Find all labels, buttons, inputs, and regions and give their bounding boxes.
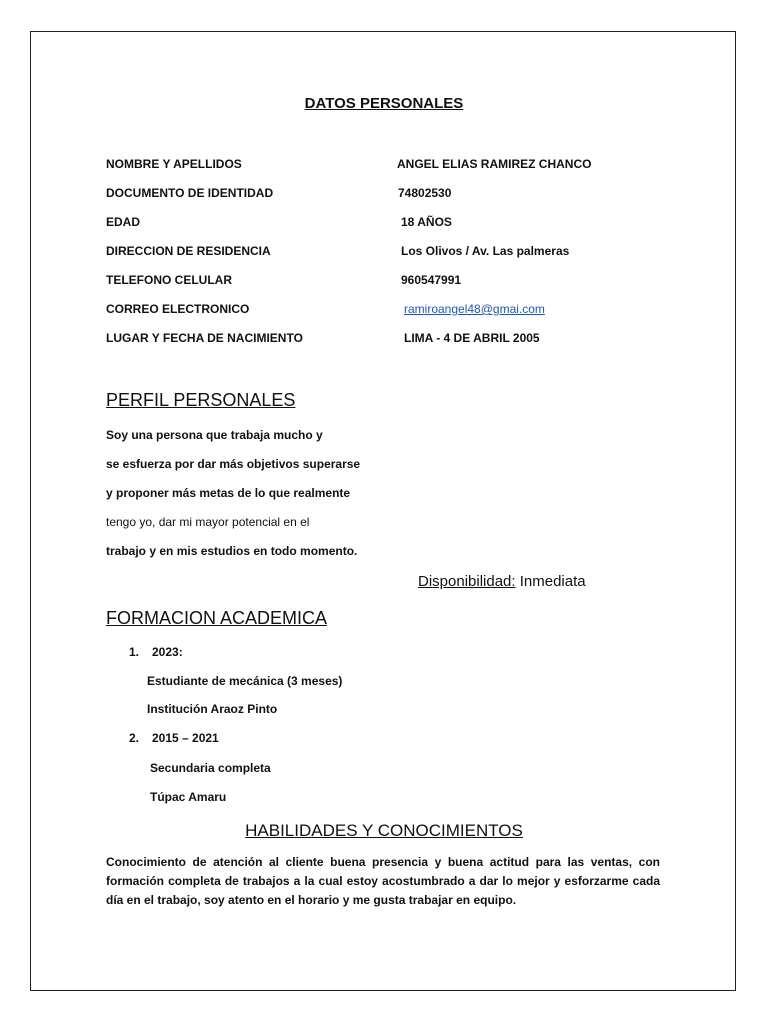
label-birth: LUGAR Y FECHA DE NACIMIENTO [106,331,303,345]
education-item-institution: Túpac Amaru [150,790,227,804]
education-item-institution: Institución Araoz Pinto [147,702,278,716]
label-id-document: DOCUMENTO DE IDENTIDAD [106,186,274,200]
profile-line: trabajo y en mis estudios en todo momento. [106,544,358,558]
education-item-year: 2023: [152,645,183,659]
profile-line: tengo yo, dar mi mayor potencial en el [106,515,310,529]
profile-line: Soy una persona que trabaja mucho y [106,428,323,442]
section-title-profile: PERFIL PERSONALES [106,390,296,410]
education-item-number: 1. [129,645,140,659]
email-link[interactable]: ramiroangel48@gmai.com [404,302,545,316]
value-age: 18 AÑOS [401,215,452,229]
education-item-title: Estudiante de mecánica (3 meses) [147,674,343,688]
profile-line: y proponer más metas de lo que realmente [106,486,351,500]
education-item-title: Secundaria completa [150,761,271,775]
education-item-year: 2015 – 2021 [152,731,219,745]
value-birth: LIMA - 4 DE ABRIL 2005 [404,331,540,345]
section-title-skills: HABILIDADES Y CONOCIMIENTOS [245,821,523,840]
value-full-name: ANGEL ELIAS RAMIREZ CHANCO [397,157,592,171]
label-phone: TELEFONO CELULAR [106,273,232,287]
education-item-number: 2. [129,731,140,745]
label-age: EDAD [106,215,141,229]
value-phone: 960547991 [401,273,462,287]
page-frame [30,31,736,991]
skills-paragraph: Conocimiento de atención al cliente buena presencia y buena actitud para las ventas, con formación completa de trabajos a la cual estoy acostumbrado a dar lo mejor y esforzarme cada día en el trabajo, soy atento en el horario y me gusta trabajar en equipo. [106,855,660,907]
profile-line: se esfuerza por dar más objetivos superarse [106,457,361,471]
section-title-education: FORMACION ACADEMICA [106,608,328,628]
label-address: DIRECCION DE RESIDENCIA [106,244,271,258]
section-title-personal-data: DATOS PERSONALES [304,95,464,112]
availability [418,573,586,590]
availability-value: Inmediata [519,573,586,590]
label-full-name: NOMBRE Y APELLIDOS [106,157,242,171]
value-id-document: 74802530 [398,186,452,200]
availability-label: Disponibilidad: [418,573,516,590]
value-address: Los Olivos / Av. Las palmeras [401,244,570,258]
label-email: CORREO ELECTRONICO [106,302,250,316]
